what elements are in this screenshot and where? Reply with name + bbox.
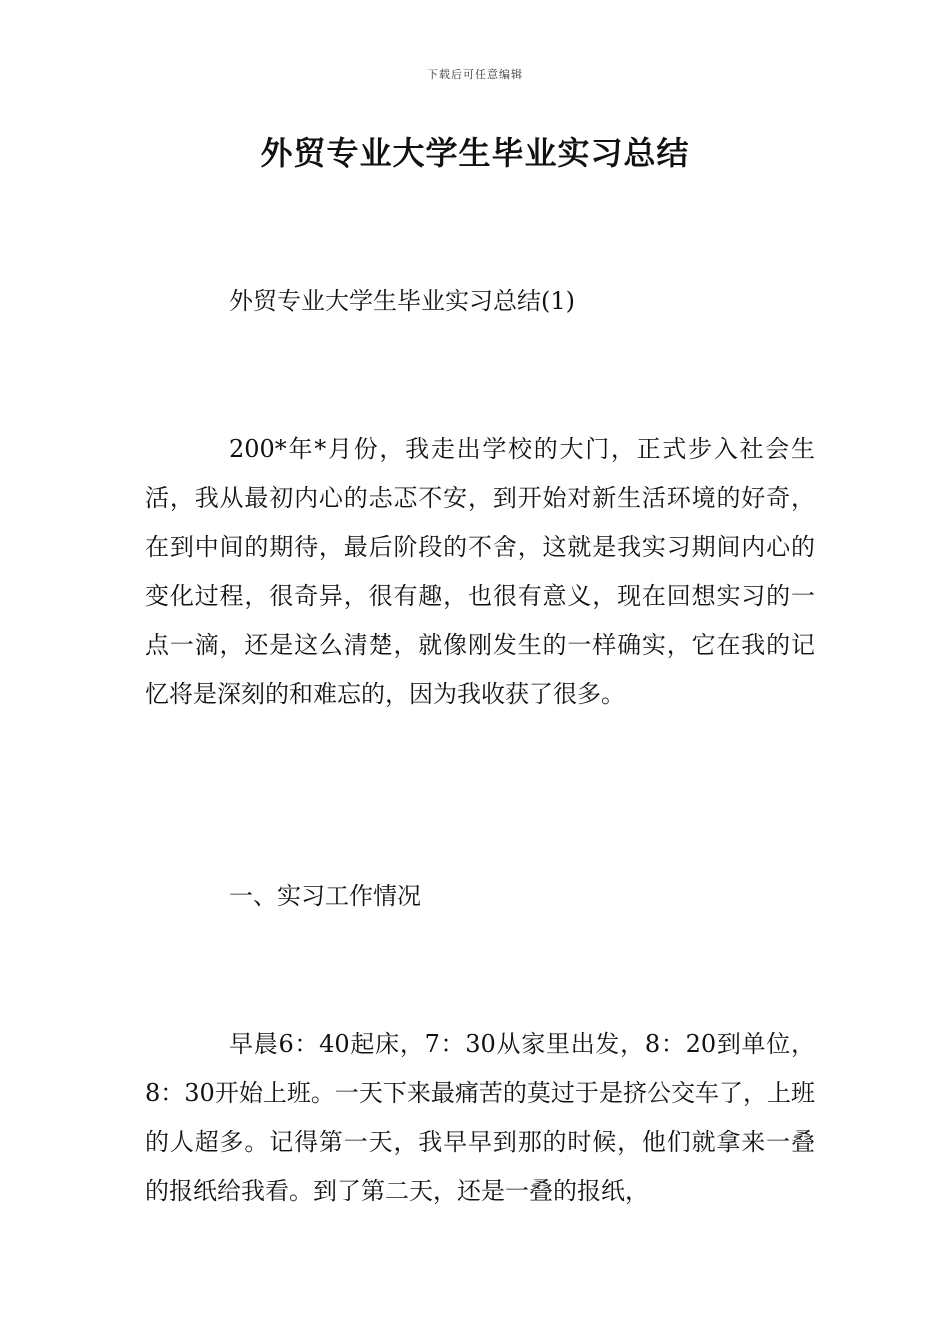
section-paragraph: 早晨6：40起床，7：30从家里出发，8：20到单位，8：30开始上班。一天下来最痛苦的莫过于是挤公交车了，上班的人超多。记得第一天，我早早到那的时候，他们就拿来一叠的报纸给我看。到了第二天，还是一叠的报纸，	[145, 1030, 815, 1205]
document-subtitle: 外贸专业大学生毕业实习总结(1)	[229, 287, 575, 315]
intro-paragraph: 200*年*月份，我走出学校的大门，正式步入社会生活，我从最初内心的忐忑不安，到开始对新生活环境的好奇，在到中间的期待，最后阶段的不舍，这就是我实习期间内心的变化过程，很奇异，很有趣，也很有意义，现在回想实习的一点一滴，还是这么清楚，就像刚发生的一样确实，它在我的记忆将是深刻的和难忘的，因为我收获了很多。	[145, 435, 815, 708]
document-title: 外贸专业大学生毕业实习总结	[260, 134, 690, 172]
section-heading: 一、实习工作情况	[229, 882, 421, 910]
header-note: 下载后可任意编辑	[427, 68, 523, 81]
